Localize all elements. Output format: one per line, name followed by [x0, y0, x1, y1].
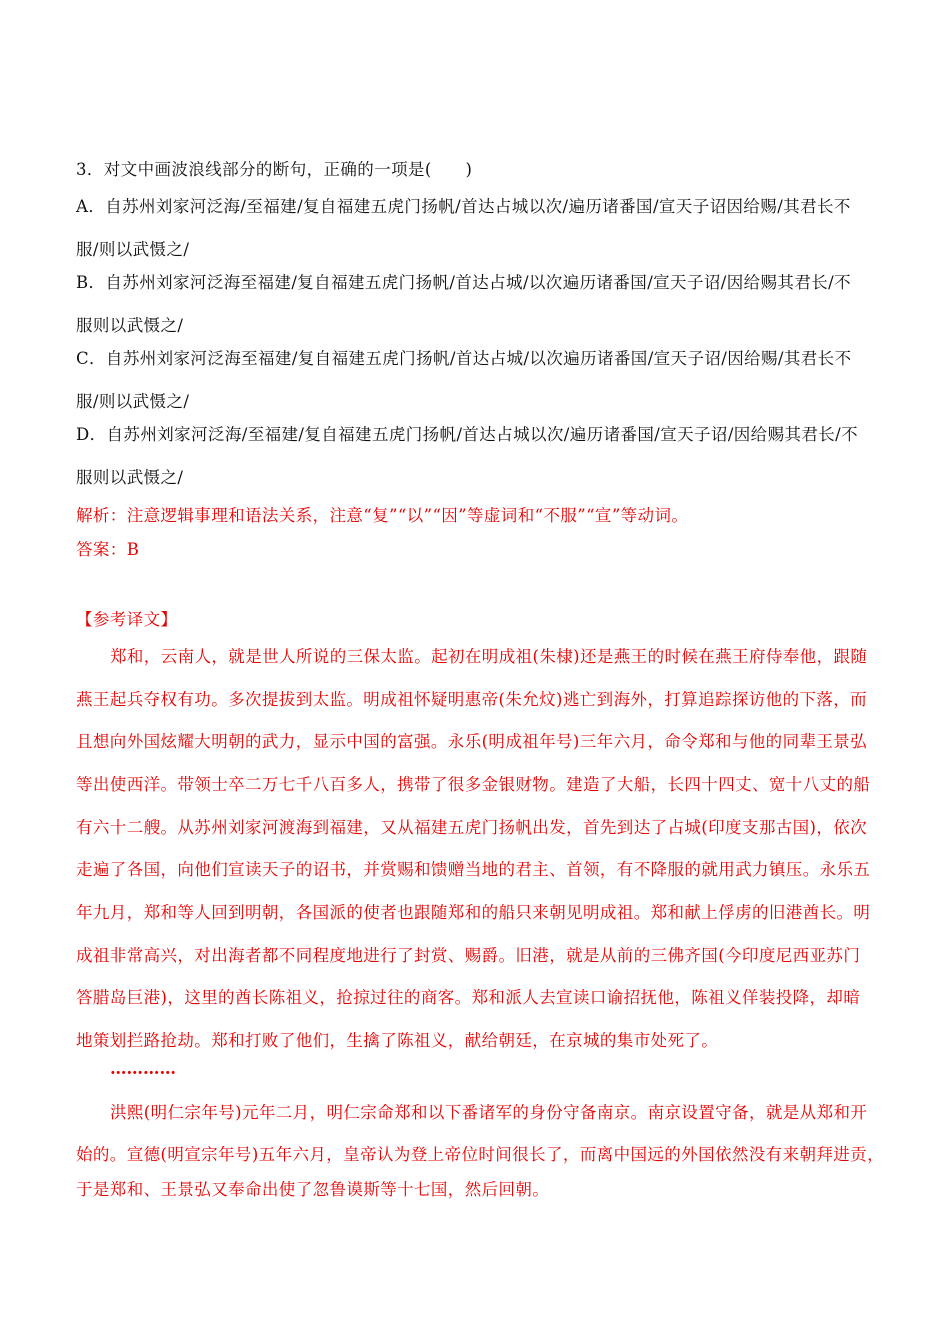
para1-line: 走遍了各国，向他们宣读天子的诏书，并赏赐和馈赠当地的君主、首领，有不降服的就用武力镇压。永乐五 — [76, 860, 871, 879]
para1-line: 有六十二艘。从苏州刘家河渡海到福建，又从福建五虎门扬帆出发，首先到达了占城(印度支那古国)，依次 — [76, 818, 868, 837]
para1-line: 地策划拦路抢劫。郑和打败了他们，生擒了陈祖义，献给朝廷，在京城的集市处死了。 — [76, 1031, 719, 1050]
para1-line: 燕王起兵夺权有功。多次提拔到太监。明成祖怀疑明惠帝(朱允炆)逃亡到海外，打算追踪探访他的下落，而 — [76, 690, 868, 709]
option-d-line2: 服则以武慑之/ — [76, 468, 184, 487]
question-stem: 3．对文中画波浪线部分的断句，正确的一项是( ) — [76, 160, 473, 179]
para2-line: 始的。宣德(明宣宗年号)五年六月，皇帝认为登上帝位时间很长了，而离中国远的外国依然没有来朝拜进贡， — [76, 1145, 884, 1164]
answer-text: 答案：B — [76, 540, 140, 559]
option-a-line1: A．自苏州刘家河泛海/至福建/复自福建五虎门扬帆/首达占城以次/遍历诸番国/宣天子诏因给赐/其君长不 — [76, 197, 851, 216]
para1-line: 年九月，郑和等人回到明朝，各国派的使者也跟随郑和的船只来朝见明成祖。郑和献上俘虏的旧港酋长。明 — [76, 903, 871, 922]
option-a-line2: 服/则以武慑之/ — [76, 240, 190, 259]
option-b-line1: B．自苏州刘家河泛海至福建/复自福建五虎门扬帆/首达占城/以次遍历诸番国/宣天子诏/因给赐其君长/不 — [76, 273, 851, 292]
para2-line: 于是郑和、王景弘又奉命出使了忽鲁谟斯等十七国，然后回朝。 — [76, 1180, 550, 1199]
para1-line: 等出使西洋。带领士卒二万七千八百多人，携带了很多金银财物。建造了大船，长四十四丈、宽十八丈的船 — [76, 775, 871, 794]
translation-heading: 【参考译文】 — [76, 610, 178, 629]
para1-line: 且想向外国炫耀大明朝的武力，显示中国的富强。永乐(明成祖年号)三年六月，命令郑和与他的同辈王景弘 — [76, 732, 868, 751]
para1-line: 郑和，云南人，就是世人所说的三保太监。起初在明成祖(朱棣)还是燕王的时候在燕王府侍奉他，跟随 — [110, 647, 868, 666]
option-b-line2: 服则以武慑之/ — [76, 316, 184, 335]
analysis-text: 解析：注意逻辑事理和语法关系，注意“复”“以”“因”等虚词和“不服”“宣”等动词。 — [76, 506, 689, 525]
para1-line: 答腊岛巨港)，这里的酋长陈祖义，抢掠过往的商客。郑和派人去宣读口谕招抚他，陈祖义佯装投降，却暗 — [76, 988, 861, 1007]
para2-line: 洪熙(明仁宗年号)元年二月，明仁宗命郑和以下番诸军的身份守备南京。南京设置守备，就是从郑和开 — [110, 1103, 868, 1122]
ellipsis: ………… — [110, 1059, 176, 1078]
option-c-line2: 服/则以武慑之/ — [76, 392, 190, 411]
option-c-line1: C．自苏州刘家河泛海至福建/复自福建五虎门扬帆/首达占城/以次遍历诸番国/宣天子诏/因给赐/其君长不 — [76, 349, 852, 368]
option-d-line1: D．自苏州刘家河泛海/至福建/复自福建五虎门扬帆/首达占城以次/遍历诸番国/宣天子诏/因给赐其君长/不 — [76, 425, 859, 444]
para1-line: 成祖非常高兴，对出海者都不同程度地进行了封赏、赐爵。旧港，就是从前的三佛齐国(今印度尼西亚苏门 — [76, 946, 861, 965]
